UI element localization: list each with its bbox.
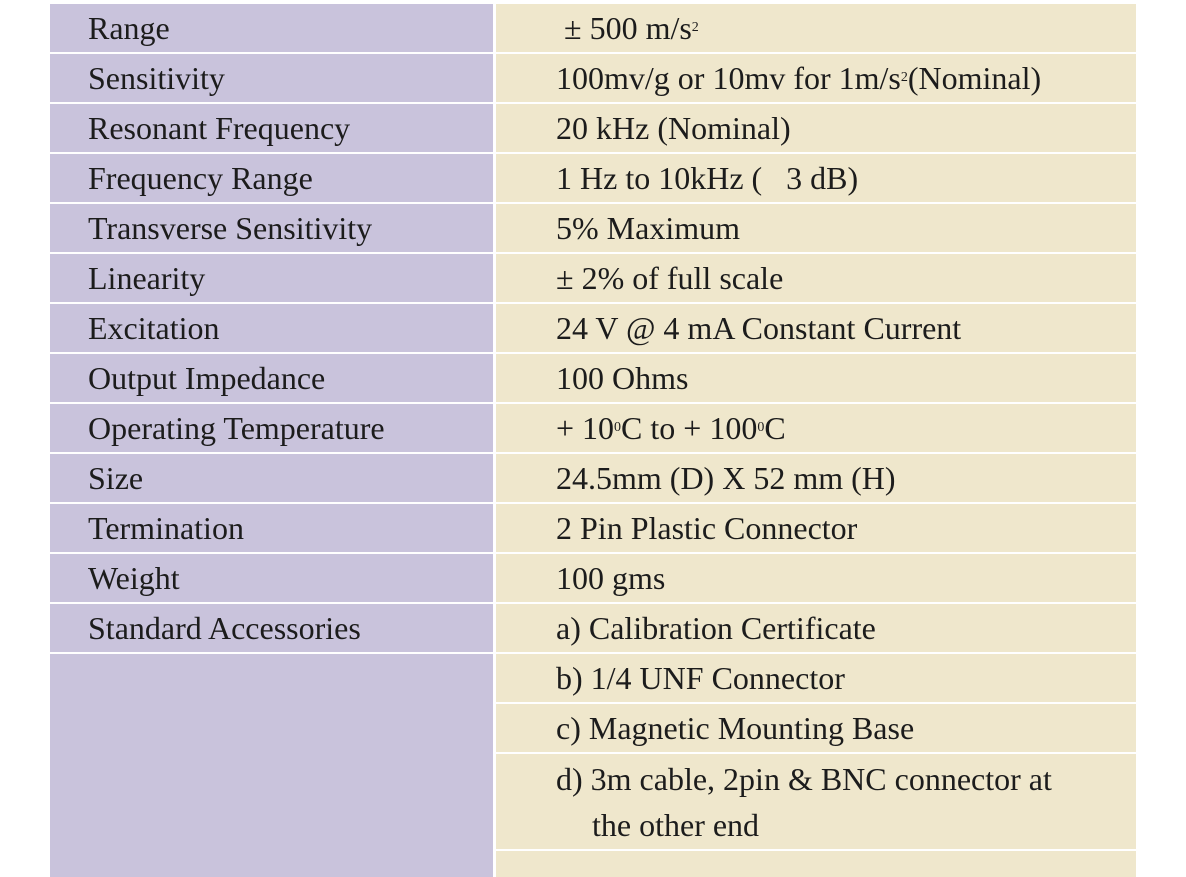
spec-row-transverse-sensitivity: [50, 204, 1136, 254]
spec-row-size: [50, 454, 1136, 504]
spec-row-termination: [50, 504, 1136, 554]
spec-label: Resonant Frequency: [50, 104, 493, 154]
spec-value: 100 gms: [496, 554, 1136, 604]
spec-value: 1 Hz to 10kHz ( 3 dB): [496, 154, 1136, 204]
spec-label: Sensitivity: [50, 54, 493, 104]
spec-label: Linearity: [50, 254, 493, 304]
accessory-row: [50, 654, 1136, 704]
accessory-row: [50, 754, 1136, 851]
spec-table: [50, 4, 1136, 877]
spec-row-sensitivity: [50, 54, 1136, 104]
spec-row-linearity: [50, 254, 1136, 304]
spec-row-standard-accessories: [50, 604, 1136, 654]
spec-value: 20 kHz (Nominal): [496, 104, 1136, 154]
spec-value: 24 V @ 4 mA Constant Current: [496, 304, 1136, 354]
spec-label: Transverse Sensitivity: [50, 204, 493, 254]
spec-label: Size: [50, 454, 493, 504]
spec-label: Range: [50, 4, 493, 54]
spec-row-range: [50, 4, 1136, 54]
spec-label: Frequency Range: [50, 154, 493, 204]
spec-label: Standard Accessories: [50, 604, 493, 654]
spec-row-operating-temperature: [50, 404, 1136, 454]
spec-label: Excitation: [50, 304, 493, 354]
spec-row-resonant-frequency: [50, 104, 1136, 154]
spec-value: 100 Ohms: [496, 354, 1136, 404]
spec-value: 2 Pin Plastic Connector: [496, 504, 1136, 554]
spec-row-frequency-range: [50, 154, 1136, 204]
spec-label: Weight: [50, 554, 493, 604]
accessory-row: [50, 704, 1136, 754]
spec-value: ± 2% of full scale: [496, 254, 1136, 304]
spec-value: 5% Maximum: [496, 204, 1136, 254]
accessory-item-multiline: d) 3m cable, 2pin & BNC connector at the other end: [496, 754, 1136, 851]
spec-table-footer: [50, 851, 1136, 877]
accessory-item: b) 1/4 UNF Connector: [496, 654, 1136, 704]
spec-label: Output Impedance: [50, 354, 493, 404]
spec-row-excitation: [50, 304, 1136, 354]
spec-value: 24.5mm (D) X 52 mm (H): [496, 454, 1136, 504]
spec-label: Operating Temperature: [50, 404, 493, 454]
accessory-item: c) Magnetic Mounting Base: [496, 704, 1136, 754]
spec-value: 100mv/g or 10mv for 1m/s 2 (Nominal): [496, 54, 1136, 104]
spec-value: + 10 0 C to + 100 0 C: [496, 404, 1136, 454]
spec-row-weight: [50, 554, 1136, 604]
spec-value: a) Calibration Certificate: [496, 604, 1136, 654]
spec-row-output-impedance: [50, 354, 1136, 404]
spec-value: ± 500 m/s 2: [496, 4, 1136, 54]
spec-label: Termination: [50, 504, 493, 554]
